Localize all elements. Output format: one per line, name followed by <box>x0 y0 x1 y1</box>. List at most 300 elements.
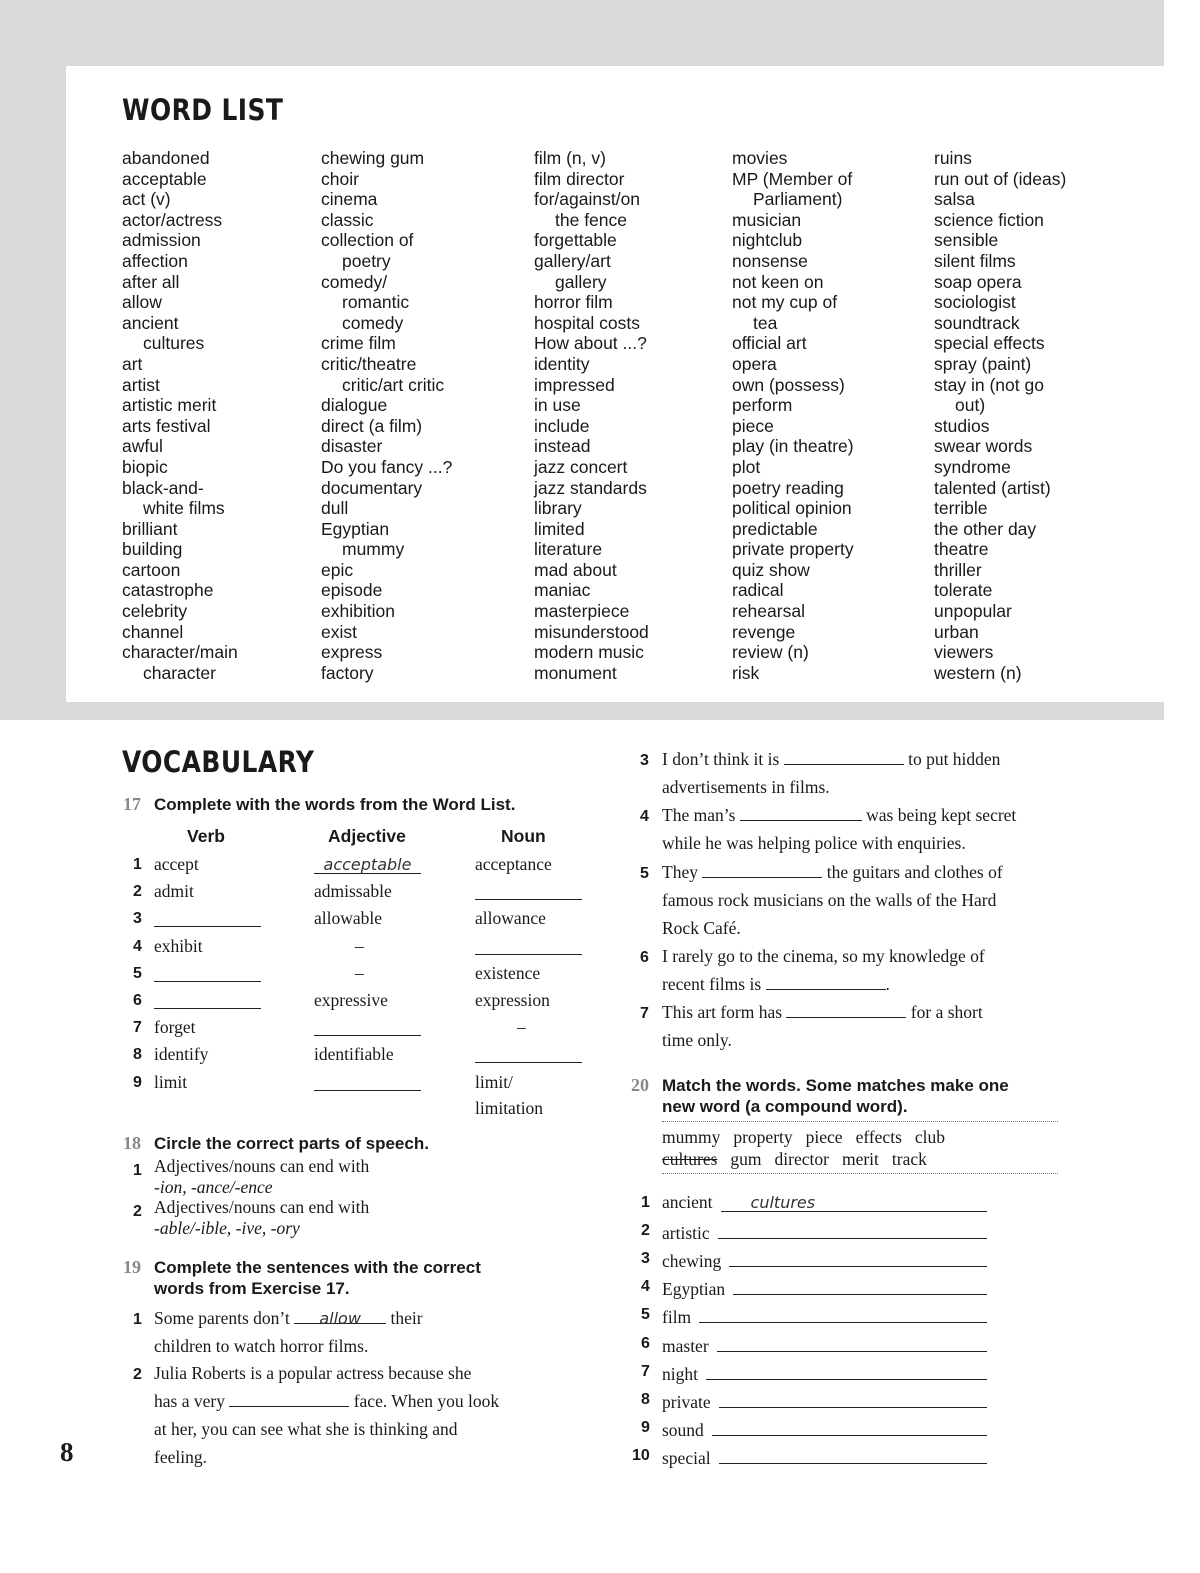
match-item <box>662 1304 987 1328</box>
answer-blank[interactable] <box>740 802 862 821</box>
word-list-item: private property <box>732 539 854 560</box>
word-list-item: terrible <box>934 498 988 519</box>
word-list-item: opera <box>732 353 777 374</box>
exercise-instruction: new word (a compound word). <box>662 1097 908 1116</box>
word-list-item: not my cup of <box>732 292 838 313</box>
word-box-word: piece <box>805 1127 843 1147</box>
answer-blank[interactable] <box>719 1445 987 1464</box>
word-list-item: political opinion <box>732 498 852 519</box>
word-list-item: allow <box>122 292 162 313</box>
match-item <box>662 1333 987 1357</box>
answer-blank[interactable]: acceptable <box>314 855 421 874</box>
answer-blank[interactable] <box>784 746 904 765</box>
match-word: chewing <box>662 1251 722 1272</box>
word-list-item: rehearsal <box>732 601 805 622</box>
vocabulary-title: VOCABULARY <box>122 745 315 779</box>
answer-blank[interactable] <box>154 963 261 982</box>
word-list-item: poetry reading <box>732 477 844 498</box>
answer-blank[interactable] <box>719 1389 987 1408</box>
answer-blank[interactable] <box>314 1017 421 1036</box>
word-box-row <box>662 1126 1058 1148</box>
word-list-item: run out of (ideas) <box>934 168 1067 189</box>
word-list-item: crime film <box>321 333 396 354</box>
row-number: 7 <box>133 1019 142 1037</box>
word-list-item: catastrophe <box>122 580 214 601</box>
word-list-column-5 <box>934 148 1066 683</box>
word-list-item: instead <box>534 436 591 457</box>
exercise-instruction: Complete with the words from the Word List. <box>154 795 516 814</box>
column-header-noun: Noun <box>501 826 546 846</box>
row-number: 1 <box>133 856 142 873</box>
word-list-item: science fiction <box>934 209 1044 230</box>
sentence-text: face. When you look <box>353 1391 500 1411</box>
word-list-item: How about ...? <box>534 333 647 354</box>
word-list-item: perform <box>732 395 793 416</box>
word-list-item: viewers <box>934 642 994 663</box>
exercise-instruction: Circle the correct parts of speech. <box>154 1134 429 1153</box>
row-number: 8 <box>133 1046 142 1064</box>
word-list-item: silent films <box>934 250 1016 271</box>
table-cell-noun: limit/ <box>475 1071 513 1092</box>
word-box-word: director <box>774 1149 829 1169</box>
table-cell-adj <box>314 854 421 875</box>
match-item <box>662 1389 987 1413</box>
sentence-text: This art form has <box>662 1002 783 1022</box>
sentence-text: Some parents don’t <box>154 1308 290 1328</box>
answer-blank[interactable] <box>786 999 906 1018</box>
word-list-item: forgettable <box>534 230 617 251</box>
table-cell-verb <box>154 990 261 1014</box>
sentence-text: feeling. <box>154 1447 207 1467</box>
sentence-text: advertisements in films. <box>662 777 830 797</box>
answer-blank[interactable] <box>475 936 582 955</box>
word-list-item: ruins <box>934 148 972 168</box>
word-list-item: film (n, v) <box>534 148 606 168</box>
sentence-1 <box>154 1304 423 1360</box>
answer-blank[interactable] <box>475 1044 582 1063</box>
table-cell-noun: allowance <box>475 908 546 929</box>
table-cell-verb <box>154 963 261 987</box>
word-list-item: modern music <box>534 642 644 663</box>
table-cell-noun <box>475 1044 582 1068</box>
word-list-item: nonsense <box>732 250 808 271</box>
answer-blank[interactable] <box>718 1220 987 1239</box>
table-cell-adj: – <box>355 962 364 983</box>
item-number: 9 <box>641 1418 650 1436</box>
word-list-item: white films <box>143 498 225 519</box>
sentence-text: I rarely go to the cinema, so my knowledge of <box>662 946 985 966</box>
word-list-item: for/against/on <box>534 189 641 210</box>
word-box-row <box>662 1148 1058 1170</box>
item-number: 7 <box>641 1362 650 1380</box>
word-list-item: Egyptian <box>321 518 390 539</box>
table-cell-noun: limitation <box>475 1098 544 1118</box>
exercise-20-heading <box>631 1075 1009 1117</box>
word-list-item: tea <box>753 312 778 333</box>
word-list-item: sensible <box>934 230 999 251</box>
word-list-item: stay in (not go <box>934 374 1044 395</box>
sentence-text: . <box>885 974 890 994</box>
exercise-number: 19 <box>123 1257 141 1277</box>
word-list-item: the fence <box>555 209 627 230</box>
word-list-item: official art <box>732 333 807 354</box>
word-list-item: thriller <box>934 559 982 580</box>
word-list-item: out) <box>955 395 986 416</box>
table-cell-verb <box>154 908 261 932</box>
table-cell-noun: acceptance <box>475 854 552 874</box>
word-list-item: cartoon <box>122 559 181 580</box>
word-list-title: WORD LIST <box>122 93 284 127</box>
word-list-item: Do you fancy ...? <box>321 456 453 477</box>
match-word: sound <box>662 1419 704 1440</box>
word-list-item: abandoned <box>122 148 210 168</box>
match-word: night <box>662 1363 698 1384</box>
word-list-item: epic <box>321 559 354 580</box>
item-endings: -ion, -ance/-ence <box>154 1177 273 1197</box>
word-list-item: factory <box>321 662 374 683</box>
word-list-item: jazz standards <box>534 477 647 498</box>
match-word: master <box>662 1335 709 1356</box>
table-cell-noun <box>475 936 582 960</box>
word-list-column-2 <box>321 148 452 683</box>
table-cell-noun: – <box>517 1017 526 1038</box>
sentence-text: while he was helping police with enquiries. <box>662 833 966 853</box>
word-list-item: talented (artist) <box>934 477 1051 498</box>
table-cell-adj: allowable <box>314 908 383 929</box>
word-list-item: exist <box>321 621 357 642</box>
word-box-word: mummy <box>662 1127 721 1147</box>
word-list-item: affection <box>122 250 188 271</box>
word-list-item: maniac <box>534 580 591 601</box>
word-list-item: predictable <box>732 518 818 539</box>
item-number: 6 <box>641 1334 650 1352</box>
word-list-item: episode <box>321 580 383 601</box>
sentence-6 <box>662 942 985 998</box>
word-box-word: property <box>733 1127 793 1147</box>
row-number: 5 <box>133 964 142 982</box>
exercise-instruction: Complete the sentences with the correct <box>154 1258 481 1277</box>
word-list-item: hospital costs <box>534 312 641 333</box>
word-list-item: poetry <box>342 250 391 271</box>
page-number: 8 <box>60 1437 74 1467</box>
sentence-text: They <box>662 862 698 882</box>
word-list-item: acceptable <box>122 168 207 189</box>
word-list-column-1 <box>122 148 238 683</box>
answer-blank[interactable] <box>314 1072 421 1091</box>
sentence-5 <box>662 858 1003 942</box>
sentence-7 <box>662 998 983 1054</box>
item-number: 2 <box>641 1222 650 1240</box>
exercise-17-heading <box>123 794 516 815</box>
exercise-instruction: words from Exercise 17. <box>154 1279 350 1298</box>
sentence-text: Rock Café. <box>662 918 741 938</box>
word-list-item: special effects <box>934 333 1045 354</box>
item-number: 4 <box>640 808 649 825</box>
word-list-item: piece <box>732 415 774 436</box>
word-list-item: act (v) <box>122 189 171 210</box>
word-list-item: literature <box>534 539 603 560</box>
word-list-item: comedy/ <box>321 271 388 292</box>
item-number: 2 <box>133 1366 142 1383</box>
word-list-item: dull <box>321 498 349 519</box>
item-number: 10 <box>632 1446 650 1464</box>
answer-blank[interactable] <box>229 1388 349 1407</box>
word-list-item: risk <box>732 662 760 683</box>
word-list-item: quiz show <box>732 559 810 580</box>
word-box-word: merit <box>841 1149 879 1169</box>
match-word: special <box>662 1447 711 1468</box>
column-header-adjective: Adjective <box>328 826 406 846</box>
word-list-item: direct (a film) <box>321 415 423 436</box>
item-text: Adjectives/nouns can end with <box>154 1197 370 1217</box>
match-word: artistic <box>662 1223 710 1244</box>
word-list-item: urban <box>934 621 979 642</box>
item-text: Adjectives/nouns can end with <box>154 1156 370 1176</box>
word-list-item: Parliament) <box>753 189 843 210</box>
item-number: 6 <box>640 949 649 966</box>
item-number: 7 <box>640 1005 649 1022</box>
word-list-item: studios <box>934 415 990 436</box>
word-list-item: ancient <box>122 312 179 333</box>
table-cell-adj: admissable <box>314 881 392 902</box>
word-list-item: revenge <box>732 621 796 642</box>
answer-blank[interactable] <box>766 971 886 990</box>
sentence-text: Julia Roberts is a popular actress because she <box>154 1363 472 1383</box>
word-list-item: collection of <box>321 230 414 251</box>
item-number: 1 <box>641 1194 650 1211</box>
match-item <box>662 1445 987 1469</box>
word-list-item: artistic merit <box>122 395 217 416</box>
row-number: 4 <box>133 937 142 955</box>
word-list-item: critic/art critic <box>342 374 445 395</box>
word-list-item: classic <box>321 209 374 230</box>
item-number: 2 <box>133 1203 142 1220</box>
sentence-text: at her, you can see what she is thinking and <box>154 1419 458 1439</box>
word-list-item: in use <box>534 395 581 416</box>
word-list-item: salsa <box>934 189 975 210</box>
word-list-item: documentary <box>321 477 423 498</box>
word-list-item: film director <box>534 168 625 189</box>
answer-blank[interactable] <box>706 1361 987 1380</box>
word-list-item: character/main <box>122 642 238 663</box>
sentence-text: their <box>390 1308 423 1328</box>
table-cell-noun <box>475 881 582 905</box>
word-list-item: comedy <box>342 312 404 333</box>
word-list-item: radical <box>732 580 784 601</box>
exercise-number: 18 <box>123 1133 141 1153</box>
word-list-item: admission <box>122 230 201 251</box>
match-item <box>662 1220 987 1244</box>
table-cell-adj: – <box>355 935 364 956</box>
word-list-item: soundtrack <box>934 312 1020 333</box>
word-list-item: black-and- <box>122 477 204 498</box>
word-list-item: dialogue <box>321 395 388 416</box>
row-number: 9 <box>133 1073 142 1091</box>
match-item <box>662 1417 987 1441</box>
word-list-item: romantic <box>342 292 410 313</box>
table-cell-verb: forget <box>154 1017 196 1038</box>
answer-blank[interactable] <box>702 859 822 878</box>
answer-blank[interactable] <box>729 1248 987 1267</box>
word-list-item: disaster <box>321 436 383 457</box>
row-number: 2 <box>133 883 142 901</box>
word-list-item: channel <box>122 621 184 642</box>
sentence-text: The man’s <box>662 805 736 825</box>
item-number: 3 <box>640 752 649 769</box>
word-box-word: track <box>891 1149 927 1169</box>
exercise-19-heading <box>123 1257 481 1299</box>
item-number: 5 <box>640 865 649 882</box>
sentence-text: the guitars and clothes of <box>826 862 1003 882</box>
sentence-text: I don’t think it is <box>662 749 780 769</box>
word-list-item: include <box>534 415 590 436</box>
word-list-item: critic/theatre <box>321 353 417 374</box>
word-list-item: horror film <box>534 292 613 313</box>
item-number: 8 <box>641 1390 650 1408</box>
item-number: 3 <box>641 1250 650 1268</box>
exercise-instruction: Match the words. Some matches make one <box>662 1076 1009 1095</box>
word-list-item: building <box>122 539 183 560</box>
answer-blank[interactable] <box>154 908 261 927</box>
sentence-text: time only. <box>662 1030 732 1050</box>
word-list-item: theatre <box>934 539 989 560</box>
word-list-item: mummy <box>342 539 405 560</box>
table-cell-verb: accept <box>154 854 199 874</box>
match-item <box>662 1248 987 1272</box>
word-list-item: unpopular <box>934 601 1012 622</box>
word-list-item: actor/actress <box>122 209 223 230</box>
table-cell-noun: existence <box>475 962 541 983</box>
word-list-item: sociologist <box>934 292 1016 313</box>
word-list-item: choir <box>321 168 359 189</box>
table-cell-noun: expression <box>475 990 550 1010</box>
sentence-text: recent films is <box>662 974 762 994</box>
column-header-verb: Verb <box>187 826 225 846</box>
exercise-number: 17 <box>123 794 141 814</box>
word-list-column-4 <box>732 148 854 683</box>
word-list-item: movies <box>732 148 788 168</box>
word-list-item: spray (paint) <box>934 353 1032 374</box>
word-list-item: gallery <box>555 271 607 292</box>
word-box-word: effects <box>855 1127 902 1147</box>
match-word: private <box>662 1391 711 1412</box>
answer-blank[interactable] <box>712 1417 987 1436</box>
answer-blank[interactable] <box>475 881 582 900</box>
exercise-18-item-2[interactable] <box>154 1197 369 1239</box>
word-list-item: nightclub <box>732 230 803 251</box>
word-box-word: club <box>914 1127 946 1147</box>
sentence-text: for a short <box>910 1002 983 1022</box>
word-list-item: chewing gum <box>321 148 425 168</box>
word-list-item: arts festival <box>122 415 211 436</box>
item-number: 1 <box>133 1311 142 1328</box>
word-list-item: exhibition <box>321 601 395 622</box>
sentence-3 <box>662 745 1000 801</box>
word-list-column-3 <box>534 148 649 683</box>
word-list-item: biopic <box>122 456 168 477</box>
match-word: ancient <box>662 1192 713 1212</box>
match-item <box>662 1192 987 1213</box>
answer-blank[interactable] <box>699 1304 987 1323</box>
word-list-item: brilliant <box>122 518 178 539</box>
row-number: 3 <box>133 910 142 928</box>
word-list-item: the other day <box>934 518 1037 539</box>
table-cell-verb: identify <box>154 1044 209 1065</box>
word-list-item: syndrome <box>934 456 1011 477</box>
table-cell-adj: expressive <box>314 990 388 1010</box>
match-word: film <box>662 1307 692 1328</box>
answer-blank[interactable]: cultures <box>721 1193 987 1212</box>
table-cell-verb: limit <box>154 1071 188 1092</box>
word-list-item: soap opera <box>934 271 1022 292</box>
word-list-item: jazz concert <box>534 456 628 477</box>
item-number: 4 <box>641 1278 650 1296</box>
word-list-item: artist <box>122 374 160 395</box>
word-list-item: plot <box>732 456 761 477</box>
exercise-18-item-1[interactable] <box>154 1156 369 1198</box>
item-endings: -able/-ible, -ive, -ory <box>154 1218 300 1238</box>
word-list-item: gallery/art <box>534 250 611 271</box>
sentence-2 <box>154 1359 499 1471</box>
word-list-item: musician <box>732 209 802 230</box>
word-box-word: cultures <box>662 1149 718 1169</box>
word-list-item: express <box>321 642 383 663</box>
word-list-item: monument <box>534 662 617 683</box>
word-list-item: library <box>534 498 582 519</box>
sentence-text: has a very <box>154 1391 225 1411</box>
word-box-word: gum <box>730 1149 762 1169</box>
word-list-item: after all <box>122 271 180 292</box>
table-cell-adj <box>314 1017 421 1041</box>
answer-blank[interactable] <box>733 1276 987 1295</box>
word-list-item: character <box>143 662 216 683</box>
sentence-text: to put hidden <box>908 749 1001 769</box>
word-list-item: own (possess) <box>732 374 845 395</box>
table-cell-adj <box>314 1072 421 1096</box>
word-list-item: impressed <box>534 374 615 395</box>
table-cell-adj: identifiable <box>314 1044 394 1065</box>
word-list-item: review (n) <box>732 642 809 663</box>
word-list-item: cinema <box>321 189 378 210</box>
word-list-item: masterpiece <box>534 601 630 622</box>
match-word: Egyptian <box>662 1279 726 1300</box>
word-list-item: awful <box>122 436 163 457</box>
word-list-item: MP (Member of <box>732 168 853 189</box>
word-list-item: limited <box>534 518 585 539</box>
table-cell-verb: admit <box>154 881 194 902</box>
answer-blank[interactable] <box>154 990 261 1009</box>
word-list-item: celebrity <box>122 601 188 622</box>
word-list-item: cultures <box>143 333 205 354</box>
answer-blank[interactable]: allow <box>294 1305 386 1324</box>
word-list-item: swear words <box>934 436 1033 457</box>
word-box <box>662 1121 1058 1174</box>
word-list-item: misunderstood <box>534 621 649 642</box>
word-list-item: mad about <box>534 559 617 580</box>
word-list-item: play (in theatre) <box>732 436 854 457</box>
sentence-text: was being kept secret <box>866 805 1017 825</box>
item-number: 1 <box>133 1162 142 1179</box>
match-item <box>662 1276 987 1300</box>
sentence-text: children to watch horror films. <box>154 1336 369 1356</box>
word-list-item: art <box>122 353 143 374</box>
sentence-4 <box>662 801 1016 857</box>
match-item <box>662 1361 987 1385</box>
item-number: 5 <box>641 1306 650 1324</box>
word-list-item: identity <box>534 353 590 374</box>
answer-blank[interactable] <box>717 1333 987 1352</box>
exercise-18-heading <box>123 1133 429 1154</box>
